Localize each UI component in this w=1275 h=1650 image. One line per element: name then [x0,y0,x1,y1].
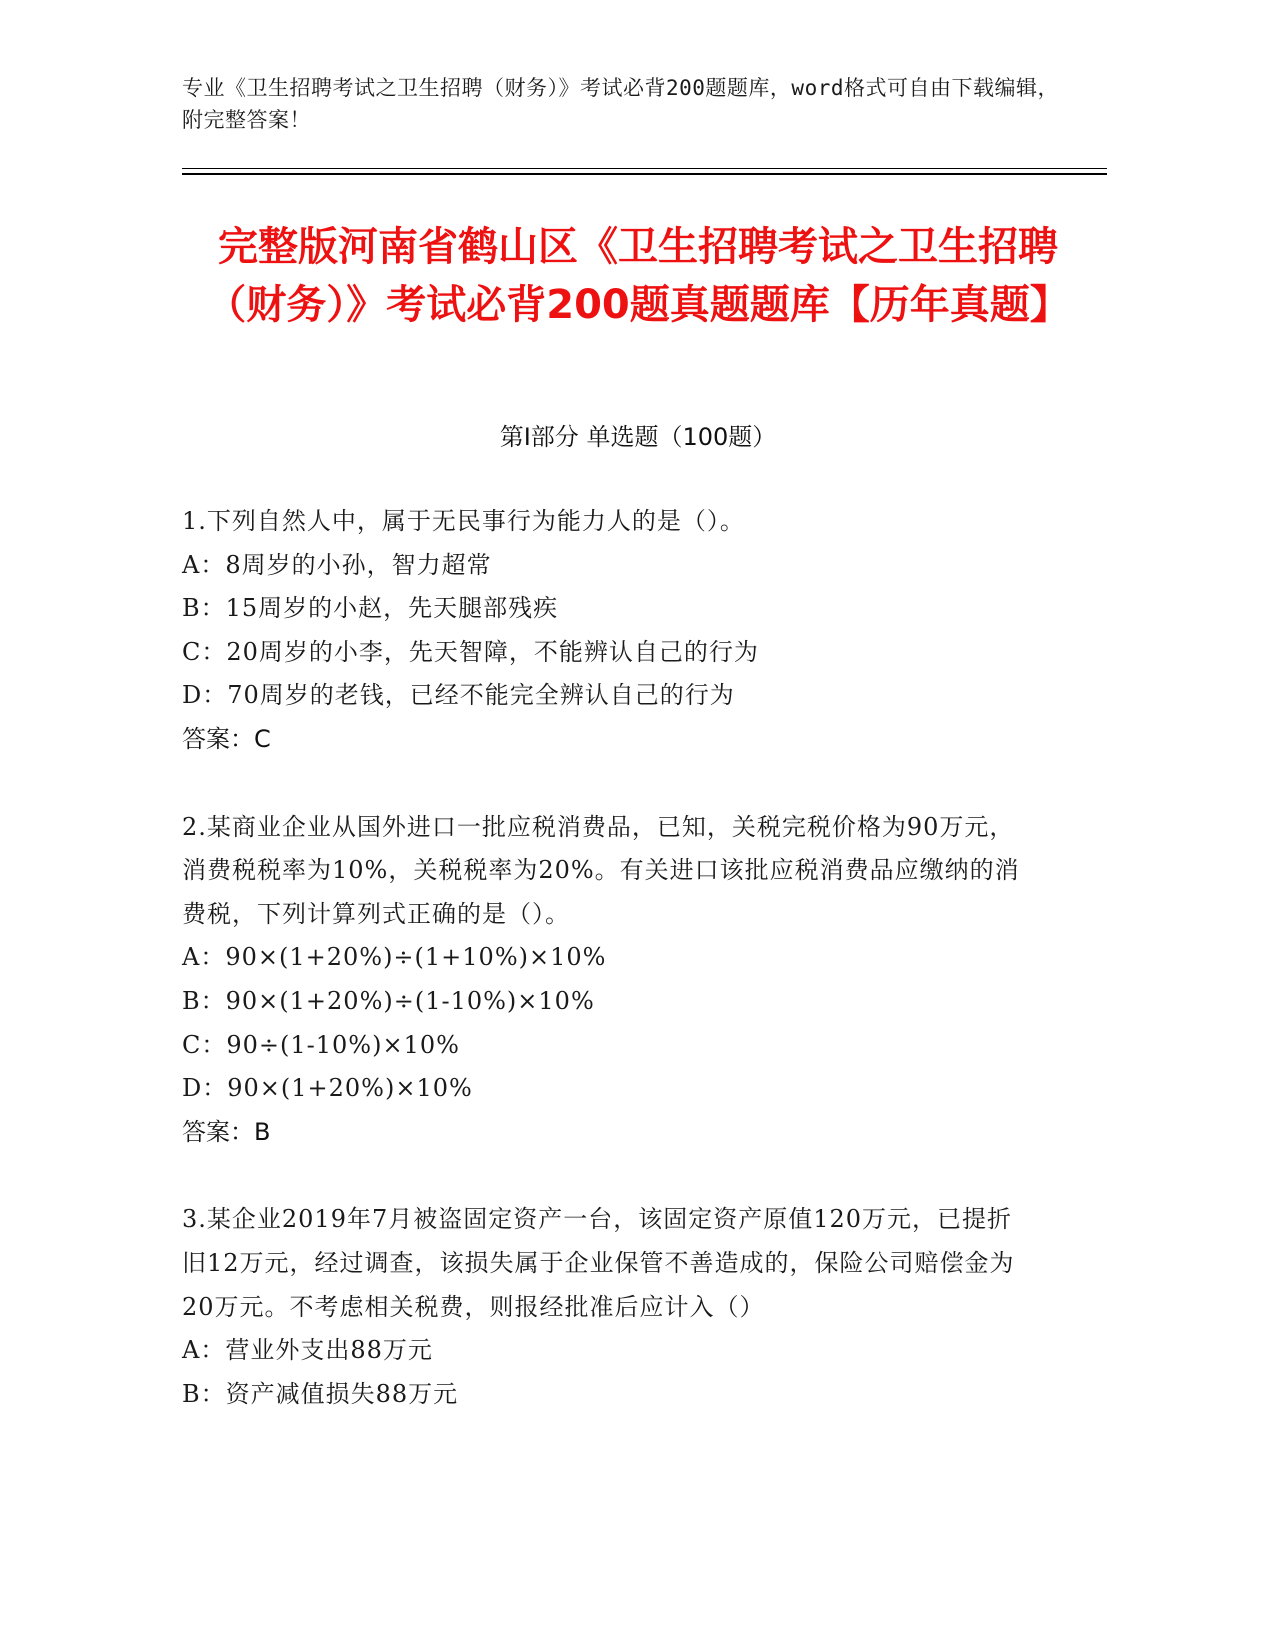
question-3 [182,1198,1032,1416]
header-divider-thin [182,168,1107,169]
question-list [182,500,1032,1460]
option-b: B：15周岁的小赵，先天腿部残疾 [182,594,559,623]
header-note: 专业《卫生招聘考试之卫生招聘（财务）》考试必背200题题库，word格式可自由下载编辑，附完整答案！ [182,76,1059,132]
option-b: B：资产减值损失88万元 [182,1379,459,1408]
question-stem: 1.下列自然人中，属于无民事行为能力人的是（）。 [182,507,745,535]
section-title: 第I部分 单选题（100题） [499,423,777,451]
option-d: D：70周岁的老钱，已经不能完全辨认自己的行为 [182,681,735,710]
header-divider-thick [182,173,1107,175]
option-c: C：20周岁的小李，先天智障，不能辨认自己的行为 [182,637,759,666]
option-a: A：8周岁的小孙，智力超常 [182,550,492,579]
document-title: 完整版河南省鹤山区《卫生招聘考试之卫生招聘（财务）》考试必背200题真题题库【历年真题】 [206,224,1070,328]
question-stem: 3.某企业2019年7月被盗固定资产一台，该固定资产原值120万元，已提折旧12万元，经过调查，该损失属于企业保管不善造成的，保险公司赔偿金为20万元。不考虑相关税费，则报经批准后应计入（） [182,1205,1015,1321]
option-a: A：营业外支出88万元 [182,1336,433,1365]
answer: 答案：B [182,1117,271,1146]
option-d: D：90×(1+20%)×10% [182,1074,473,1103]
question-2 [182,806,1032,1155]
option-b: B：90×(1+20%)÷(1-10%)×10% [182,986,595,1015]
question-1 [182,500,1032,762]
question-stem: 2.某商业企业从国外进口一批应税消费品，已知，关税完税价格为90万元，消费税税率为10%，关税税率为20%。有关进口该批应税消费品应缴纳的消费税，下列计算列式正确的是（）。 [182,812,1020,928]
answer: 答案：C [182,724,271,753]
option-a: A：90×(1+20%)÷(1+10%)×10% [182,943,607,972]
option-c: C：90÷(1-10%)×10% [182,1030,460,1059]
